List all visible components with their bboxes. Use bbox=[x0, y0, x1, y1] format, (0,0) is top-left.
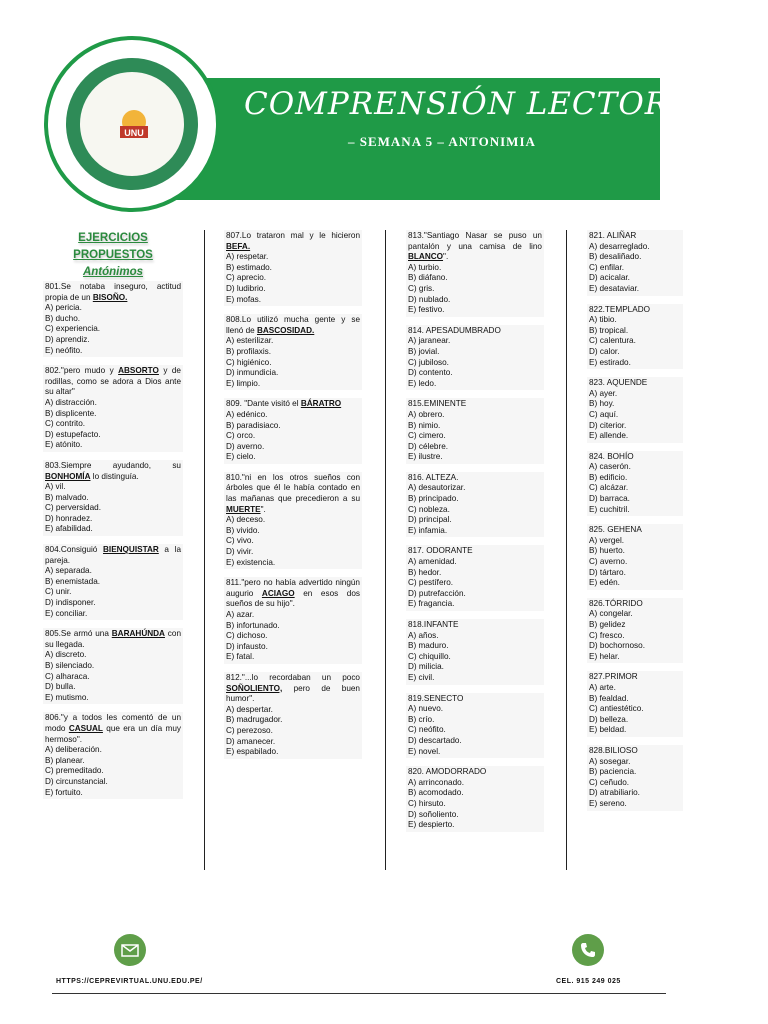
page-title: COMPRENSIÓN LECTORA bbox=[244, 86, 693, 122]
answer-option: A) años. bbox=[408, 630, 439, 640]
question-text: 826.TÓRRIDO bbox=[589, 598, 643, 608]
question-text: 812."...lo recordaban un poco bbox=[226, 672, 360, 682]
question-item bbox=[43, 460, 183, 536]
answer-option: E) helar. bbox=[589, 651, 620, 661]
answer-option: C) calentura. bbox=[589, 336, 636, 346]
question-text: 802."pero mudo y bbox=[45, 366, 119, 376]
answer-option: D) indisponer. bbox=[45, 598, 96, 608]
question-item bbox=[587, 451, 683, 517]
answer-option: A) edénico. bbox=[226, 409, 268, 419]
answer-option: E) sereno. bbox=[589, 798, 627, 808]
answer-option: D) milicia. bbox=[408, 662, 444, 672]
question-item bbox=[587, 745, 683, 811]
question-text: 819.SENECTO bbox=[408, 693, 464, 703]
answer-option: D) inmundicia. bbox=[226, 368, 279, 378]
answer-option: E) espabilado. bbox=[226, 747, 279, 757]
answer-option: E) neófito. bbox=[45, 345, 83, 355]
answer-option: B) nimio. bbox=[408, 420, 441, 430]
question-text-tail: que era un día muy hermoso". bbox=[45, 723, 181, 744]
question-text: 821. ALIÑAR bbox=[589, 231, 637, 240]
question-item bbox=[587, 671, 683, 737]
answer-option: D) estupefacto. bbox=[45, 429, 101, 439]
answer-option: C) orco. bbox=[226, 431, 256, 441]
answer-option: B) desaliñado. bbox=[589, 252, 642, 262]
question-stem bbox=[45, 713, 181, 745]
question-item bbox=[224, 314, 362, 390]
question-text: 816. ALTEZA. bbox=[408, 472, 459, 482]
answer-option: B) madrugador. bbox=[226, 715, 283, 725]
question-item bbox=[406, 398, 544, 464]
answer-option: A) obrero. bbox=[408, 409, 445, 419]
question-text: 807.Lo trataron mal y le hicieron bbox=[226, 231, 360, 240]
answer-option: B) crío. bbox=[408, 714, 435, 724]
question-item bbox=[587, 377, 683, 443]
question-text-tail: lo distinguía. bbox=[90, 471, 139, 481]
answer-option: A) tibio. bbox=[589, 315, 617, 325]
answer-option: E) mutismo. bbox=[45, 692, 89, 702]
answer-option: E) cielo. bbox=[226, 452, 256, 462]
question-item bbox=[406, 766, 544, 832]
question-item bbox=[224, 472, 362, 569]
question-item bbox=[406, 619, 544, 685]
answer-option: E) afabilidad. bbox=[45, 524, 93, 534]
answer-option: B) planear. bbox=[45, 755, 85, 765]
answer-option: C) vivo. bbox=[226, 536, 254, 546]
answer-option: E) existencia. bbox=[226, 557, 276, 567]
question-item bbox=[406, 545, 544, 611]
answer-option: A) nuevo. bbox=[408, 704, 444, 714]
answer-option: C) alcázar. bbox=[589, 483, 629, 493]
answer-option: B) hoy. bbox=[589, 399, 615, 409]
phone-icon bbox=[572, 934, 604, 966]
answer-option: D) ludibrio. bbox=[226, 283, 266, 293]
answer-option: D) calor. bbox=[589, 346, 620, 356]
question-keyword: BEFA. bbox=[226, 241, 251, 251]
answer-option: E) edén. bbox=[589, 578, 620, 588]
question-item bbox=[43, 281, 183, 357]
answer-option: D) acicalar. bbox=[589, 273, 630, 283]
answer-option: C) premeditado. bbox=[45, 766, 104, 776]
answer-option: C) aprecio. bbox=[226, 273, 267, 283]
answer-option: E) infamia. bbox=[408, 525, 448, 535]
question-text: 827.PRIMOR bbox=[589, 672, 638, 682]
answer-option: B) tropical. bbox=[589, 325, 629, 335]
answer-option: A) ayer. bbox=[589, 388, 618, 398]
question-text: 820. AMODORRADO bbox=[408, 767, 487, 777]
question-item bbox=[224, 577, 362, 664]
footer-url[interactable]: HTTPS://CEPREVIRTUAL.UNU.EDU.PE/ bbox=[56, 978, 203, 985]
answer-option: D) descartado. bbox=[408, 735, 462, 745]
question-item bbox=[224, 672, 362, 759]
question-keyword: ACIAGO bbox=[261, 588, 295, 598]
answer-option: A) congelar. bbox=[589, 609, 633, 619]
question-item bbox=[43, 712, 183, 799]
answer-option: A) turbio. bbox=[408, 262, 442, 272]
answer-option: C) enfilar. bbox=[589, 262, 625, 272]
question-text-tail: a la pareja. bbox=[45, 545, 182, 565]
answer-option: A) arte. bbox=[589, 682, 616, 692]
heading-line-3: Antónimos bbox=[82, 266, 144, 278]
answer-option: C) antiestético. bbox=[589, 704, 644, 714]
column-2 bbox=[224, 230, 362, 767]
answer-option: A) sosegar. bbox=[589, 756, 631, 766]
answer-option: A) despertar. bbox=[226, 704, 273, 714]
answer-option: B) jovial. bbox=[408, 346, 440, 356]
answer-option: C) fresco. bbox=[589, 630, 625, 640]
question-stem bbox=[408, 767, 542, 778]
answer-option: C) aquí. bbox=[589, 409, 619, 419]
question-keyword: BLANCO bbox=[408, 252, 444, 262]
question-stem bbox=[226, 673, 360, 705]
answer-option: E) ledo. bbox=[408, 378, 437, 388]
answer-option: D) atrabiliario. bbox=[589, 788, 640, 798]
question-item bbox=[406, 230, 544, 317]
answer-option: A) deceso. bbox=[226, 515, 266, 525]
answer-option: A) pericia. bbox=[45, 303, 82, 313]
answer-option: A) desarreglado. bbox=[589, 241, 650, 251]
answer-option: C) hirsuto. bbox=[408, 798, 446, 808]
answer-option: E) atónito. bbox=[45, 440, 83, 450]
answer-option: A) amenidad. bbox=[408, 557, 457, 567]
footer-divider bbox=[52, 993, 666, 994]
answer-option: D) circunstancial. bbox=[45, 776, 108, 786]
answer-option: B) diáfano. bbox=[408, 273, 448, 283]
answer-option: A) arrinconado. bbox=[408, 777, 464, 787]
answer-option: D) belleza. bbox=[589, 714, 629, 724]
answer-option: D) bulla. bbox=[45, 682, 76, 692]
question-item bbox=[587, 230, 683, 296]
heading-line-1: EJERCICIOS bbox=[78, 232, 148, 244]
question-keyword: BASCOSIDAD. bbox=[256, 325, 315, 335]
question-text-tail: con su llegada. bbox=[45, 629, 181, 649]
question-stem bbox=[408, 620, 542, 631]
answer-option: C) unir. bbox=[45, 587, 72, 597]
answer-option: D) bochornoso. bbox=[589, 641, 645, 651]
university-logo bbox=[44, 36, 220, 212]
answer-option: A) vergel. bbox=[589, 535, 625, 545]
question-item bbox=[224, 230, 362, 306]
answer-option: A) distracción. bbox=[45, 397, 97, 407]
answer-option: E) mofas. bbox=[226, 294, 262, 304]
question-text-tail: y de rodillas, como se adora a Dios ante su altar" bbox=[45, 366, 181, 397]
answer-option: E) ilustre. bbox=[408, 452, 443, 462]
column-3 bbox=[406, 230, 544, 840]
question-text: 814. APESADUMBRADO bbox=[408, 325, 501, 335]
logo-emblem-icon bbox=[110, 102, 158, 150]
answer-option: A) discreto. bbox=[45, 650, 87, 660]
answer-option: D) amanecer. bbox=[226, 736, 276, 746]
section-heading bbox=[43, 230, 183, 281]
answer-option: D) principal. bbox=[408, 515, 452, 525]
question-item bbox=[43, 628, 183, 704]
answer-option: C) averno. bbox=[589, 557, 628, 567]
answer-option: D) vivir. bbox=[226, 547, 254, 557]
answer-option: E) cuchitril. bbox=[589, 504, 630, 514]
question-stem bbox=[589, 378, 681, 389]
answer-option: A) esterilizar. bbox=[226, 336, 274, 346]
answer-option: B) vivido. bbox=[226, 525, 260, 535]
answer-option: B) displicente. bbox=[45, 408, 97, 418]
question-stem bbox=[589, 672, 681, 683]
question-stem bbox=[408, 231, 542, 263]
answer-option: B) gelidez bbox=[589, 620, 626, 629]
question-stem bbox=[226, 399, 360, 410]
question-stem bbox=[45, 461, 181, 482]
question-stem bbox=[408, 399, 542, 410]
question-stem bbox=[589, 305, 681, 316]
page-subtitle: – SEMANA 5 – ANTONIMIA bbox=[348, 134, 536, 149]
question-keyword: BISOÑO. bbox=[92, 292, 128, 302]
answer-option: B) ducho. bbox=[45, 313, 81, 323]
answer-option: E) allende. bbox=[589, 431, 629, 441]
question-stem bbox=[226, 578, 360, 610]
question-item bbox=[43, 544, 183, 620]
question-keyword: BONHOMÍA bbox=[45, 471, 91, 481]
answer-option: D) infausto. bbox=[226, 641, 268, 651]
question-text-tail: pero de buen humor". bbox=[226, 683, 360, 704]
answer-option: B) silenciado. bbox=[45, 661, 95, 670]
question-stem bbox=[589, 746, 681, 757]
question-item bbox=[406, 325, 544, 391]
answer-option: E) fatal. bbox=[226, 652, 255, 662]
answer-option: D) nublado. bbox=[408, 294, 451, 304]
answer-option: A) azar. bbox=[226, 610, 255, 619]
answer-option: D) célebre. bbox=[408, 441, 449, 451]
answer-option: B) huerto. bbox=[589, 546, 625, 556]
column-divider bbox=[204, 230, 205, 870]
answer-option: D) barraca. bbox=[589, 494, 630, 504]
question-text-tail: ". bbox=[260, 504, 266, 514]
question-text-tail: ". bbox=[443, 252, 449, 262]
answer-option: B) malvado. bbox=[45, 492, 89, 502]
answer-option: A) desautorizar. bbox=[408, 483, 466, 493]
answer-option: D) honradez. bbox=[45, 513, 93, 523]
answer-option: B) profilaxis. bbox=[226, 346, 272, 356]
question-text: 815.EMINENTE bbox=[408, 399, 467, 409]
answer-option: C) experiencia. bbox=[45, 324, 101, 334]
answer-option: B) hedor. bbox=[408, 567, 442, 577]
question-stem bbox=[45, 545, 181, 566]
answer-option: D) citerior. bbox=[589, 420, 627, 430]
column-1 bbox=[43, 230, 183, 807]
question-item bbox=[587, 598, 683, 664]
answer-option: A) deliberación. bbox=[45, 745, 102, 755]
answer-option: C) neófito. bbox=[408, 725, 446, 735]
question-keyword: BARAHÚNDA bbox=[111, 629, 165, 639]
answer-option: B) paciencia. bbox=[589, 767, 637, 777]
footer-phone: CEL. 915 249 025 bbox=[556, 978, 621, 985]
answer-option: E) civil. bbox=[408, 672, 435, 682]
question-item bbox=[587, 304, 683, 370]
answer-option: B) maduro. bbox=[408, 641, 449, 651]
answer-option: D) contento. bbox=[408, 368, 453, 378]
answer-option: E) fragancia. bbox=[408, 599, 455, 609]
answer-option: B) infortunado. bbox=[226, 620, 280, 630]
answer-option: D) putrefacción. bbox=[408, 588, 466, 598]
answer-option: C) ceñudo. bbox=[589, 777, 630, 787]
question-stem bbox=[408, 546, 542, 557]
answer-option: B) paradisiaco. bbox=[226, 420, 281, 430]
logo-seal bbox=[66, 58, 198, 190]
answer-option: C) perversidad. bbox=[45, 503, 101, 513]
answer-option: C) pestífero. bbox=[408, 578, 454, 588]
answer-option: B) estimado. bbox=[226, 262, 272, 272]
answer-option: C) jubiloso. bbox=[408, 357, 449, 367]
question-text: 828.BILIOSO bbox=[589, 745, 638, 755]
question-text: 804.Consiguió bbox=[45, 545, 103, 555]
question-stem bbox=[45, 629, 181, 650]
answer-option: A) jaranear. bbox=[408, 336, 451, 346]
question-stem bbox=[226, 473, 360, 515]
question-text: 822.TEMPLADO bbox=[589, 304, 650, 314]
column-4 bbox=[587, 230, 683, 819]
question-text: 817. ODORANTE bbox=[408, 546, 473, 556]
question-item bbox=[406, 693, 544, 759]
question-item bbox=[406, 472, 544, 538]
question-text: 803.Siempre ayudando, su bbox=[45, 460, 181, 470]
answer-option: D) tártaro. bbox=[589, 567, 626, 577]
question-stem bbox=[408, 326, 542, 337]
column-divider bbox=[385, 230, 386, 870]
answer-option: E) beldad. bbox=[589, 725, 627, 735]
question-text: 801.Se notaba inseguro, actitud propia de un bbox=[45, 282, 181, 302]
question-stem bbox=[589, 231, 681, 242]
question-stem bbox=[408, 694, 542, 705]
answer-option: A) caserón. bbox=[589, 462, 631, 472]
question-stem bbox=[589, 599, 681, 610]
question-text: 810."ni en los otros sueños con árboles que él le había contado en las mañanas que precedieron a su bbox=[226, 472, 360, 504]
answer-option: B) fealdad. bbox=[589, 693, 629, 703]
answer-option: E) festivo. bbox=[408, 305, 445, 315]
answer-option: C) cimero. bbox=[408, 431, 446, 441]
question-stem bbox=[589, 525, 681, 536]
answer-option: C) dichoso. bbox=[226, 631, 268, 641]
answer-option: B) edificio. bbox=[589, 472, 628, 482]
answer-option: C) higiénico. bbox=[226, 357, 272, 367]
heading-line-2: PROPUESTOS bbox=[73, 249, 153, 261]
answer-option: C) nobleza. bbox=[408, 504, 450, 514]
question-stem bbox=[45, 282, 181, 303]
question-stem bbox=[589, 452, 681, 463]
answer-option: B) principado. bbox=[408, 494, 459, 504]
question-text: 811."pero no había advertido ningún augurio bbox=[226, 578, 360, 598]
question-text: 818.INFANTE bbox=[408, 620, 459, 629]
mail-icon bbox=[114, 934, 146, 966]
answer-option: C) perezoso. bbox=[226, 725, 273, 735]
answer-option: D) averno. bbox=[226, 441, 265, 451]
question-stem bbox=[226, 231, 360, 252]
answer-option: E) limpio. bbox=[226, 378, 261, 388]
question-stem bbox=[408, 473, 542, 484]
question-keyword: MUERTE bbox=[226, 504, 261, 514]
question-text-tail: en esos dos sueños de su hijo". bbox=[226, 588, 360, 609]
answer-option: E) despierto. bbox=[408, 820, 455, 830]
question-text: 808.Lo utilizó mucha gente y se llenó de bbox=[226, 315, 360, 335]
question-text: 823. AQUENDE bbox=[589, 378, 648, 388]
answer-option: D) aprendiz. bbox=[45, 334, 90, 344]
answer-option: E) conciliar. bbox=[45, 608, 88, 618]
answer-option: C) contrito. bbox=[45, 419, 86, 429]
question-text: 809. "Dante visitó el bbox=[226, 399, 301, 409]
answer-option: B) enemistada. bbox=[45, 576, 101, 586]
question-keyword: CASUAL bbox=[68, 723, 103, 733]
answer-option: E) novel. bbox=[408, 746, 441, 756]
answer-option: D) soñoliento. bbox=[408, 809, 459, 819]
question-stem bbox=[45, 366, 181, 398]
answer-option: C) chiquillo. bbox=[408, 651, 451, 661]
question-stem bbox=[226, 315, 360, 336]
question-keyword: ABSORTO bbox=[118, 366, 159, 376]
answer-option: A) vil. bbox=[45, 482, 66, 492]
answer-option: C) alharaca. bbox=[45, 671, 90, 681]
column-divider bbox=[566, 230, 567, 870]
question-text: 825. GEHENA bbox=[589, 525, 642, 535]
question-text: 805.Se armó una bbox=[45, 629, 112, 639]
answer-option: B) acomodado. bbox=[408, 788, 464, 798]
svg-text:UNU: UNU bbox=[124, 128, 144, 138]
answer-option: E) estirado. bbox=[589, 357, 631, 367]
question-item bbox=[587, 524, 683, 590]
question-text: 813."Santiago Nasar se puso un pantalón y una camisa de lino bbox=[408, 231, 542, 251]
answer-option: A) respetar. bbox=[226, 252, 269, 262]
question-keyword: BIENQUISTAR bbox=[103, 545, 159, 555]
answer-option: C) gris. bbox=[408, 283, 435, 293]
answer-option: E) desataviar. bbox=[589, 283, 640, 293]
question-keyword: SOÑOLIENTO, bbox=[226, 683, 283, 693]
question-text: 806."y a todos les comentó de un modo bbox=[45, 713, 181, 733]
question-text: 824. BOHÍO bbox=[589, 451, 634, 461]
question-item bbox=[43, 365, 183, 452]
answer-option: E) fortuito. bbox=[45, 787, 83, 797]
question-item bbox=[224, 398, 362, 464]
answer-option: A) separada. bbox=[45, 566, 92, 576]
question-keyword: BÁRATRO bbox=[300, 399, 342, 409]
